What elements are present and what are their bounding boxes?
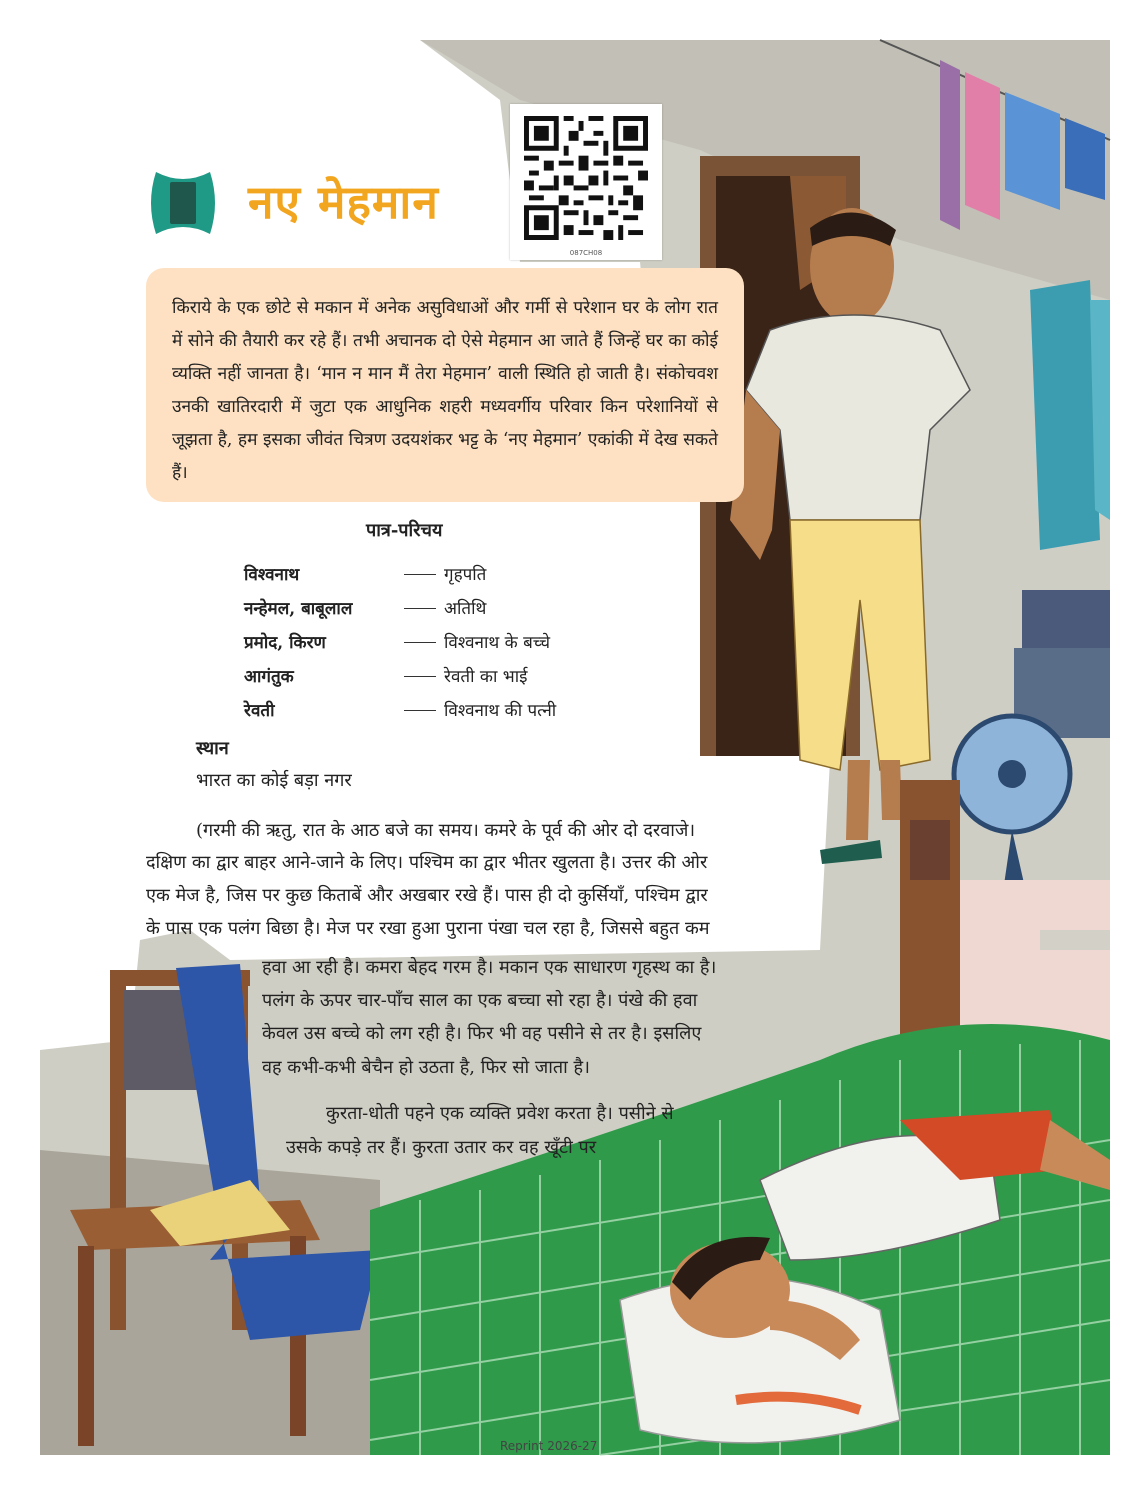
cast-role: विश्वनाथ के बच्चे [444,633,551,653]
body-line: केवल उस बच्चे को लग रही है। फिर भी वह पसीने से तर है। इसलिए [262,1023,702,1044]
body-line: (गरमी की ऋतु, रात के आठ बजे का समय। कमरे के पूर्व की ओर दो दरवाजे। [196,820,696,841]
qr-code-icon [524,116,648,240]
cast-role: गृहपति [444,565,487,585]
body-line: एक मेज है, जिस पर कुछ किताबें और अखबार रखे हैं। पास ही दो कुर्सियाँ, पश्चिम द्वार [146,885,708,906]
chapter-title: नए मेहमान [248,175,439,229]
body-line: पलंग के ऊपर चार-पाँच साल का एक बच्चा सो रहा है। पंखे की हवा [262,990,698,1011]
cast-row [244,562,664,596]
cast-name: प्रमोद, किरण [244,633,326,653]
qr-code[interactable] [510,104,662,260]
cast-dash [404,608,436,609]
cast-role: विश्वनाथ की पत्नी [444,701,557,721]
cast-row [244,596,664,630]
cast-row [244,698,664,732]
footer-reprint: Reprint 2026-27 [500,1439,598,1453]
intro-text: किराये के एक छोटे से मकान में अनेक असुविधाओं और गर्मी से परेशान घर के लोग रात में सोने की तैयारी कर रहे हैं। तभी अचानक दो ऐसे मेहमान आ जाते हैं जिन्हें घर का कोई व्यक्ति नहीं जानता है। ‘मान न मान मैं तेरा मेहमान’ वाली स्थिति हो जाती है। संकोचवश उनकी खातिरदारी में जुटा एक आधुनिक शहरी मध्यवर्गीय परिवार किन परेशानियों से जूझता है, हम इसका जीवंत चित्रण उदयशंकर भट्ट के ‘नए मेहमान’ एकांकी में देख सकते हैं। [172,298,718,483]
body-line: वह कभी-कभी बेचैन हो उठता है, फिर सो जाता है। [262,1057,590,1078]
body-line: के पास एक पलंग बिछा है। मेज पर रखा हुआ पुराना पंखा चल रहा है, जिससे बहुत कम [146,918,710,939]
chapter-badge-icon [146,166,220,240]
cast-dash [404,574,436,575]
body-line: उसके कपड़े तर हैं। कुरता उतार कर वह खूँटी पर [286,1137,597,1158]
body-line: कुरता-धोती पहने एक व्यक्ति प्रवेश करता है। पसीने से [326,1103,674,1124]
cast-role: अतिथि [444,599,487,619]
body-line: हवा आ रही है। कमरा बेहद गरम है। मकान एक साधारण गृहस्थ का है। [262,957,717,978]
place-heading: स्थान [196,738,229,759]
cast-name: रेवती [244,701,275,721]
cast-heading: पात्र-परिचय [366,520,443,541]
place-value: भारत का कोई बड़ा नगर [196,770,352,791]
intro-box [146,268,744,502]
cast-dash [404,676,436,677]
qr-code-label: 087CH08 [569,249,603,257]
cast-row [244,664,664,698]
cast-name: विश्वनाथ [244,565,300,585]
body-line: दक्षिण का द्वार बाहर आने-जाने के लिए। पश्चिम का द्वार भीतर खुलता है। उत्तर की ओर [146,852,708,873]
cast-row [244,630,664,664]
cast-name: नन्हेमल, बाबूलाल [244,599,353,619]
cast-dash [404,642,436,643]
cast-role: रेवती का भाई [444,667,528,687]
cast-dash [404,710,436,711]
hanging-clothes-illustration [1030,280,1110,550]
cast-name: आगंतुक [244,667,294,687]
